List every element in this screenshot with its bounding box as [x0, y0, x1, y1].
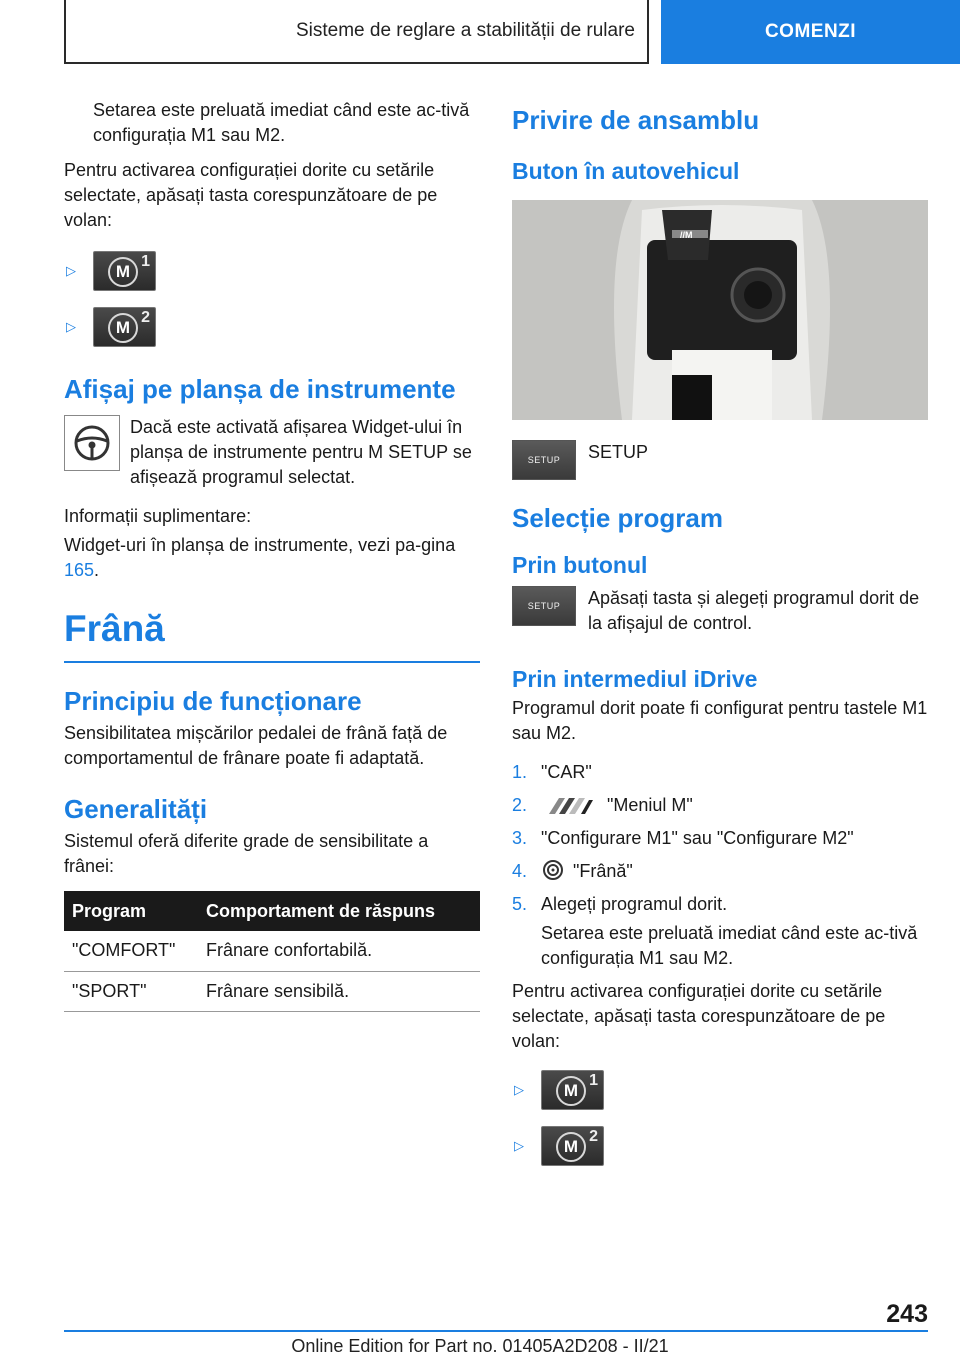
table-cell-response: Frânare confortabilă. [198, 931, 480, 971]
intro-paragraph: Pentru activarea configurației dorite cu setările selectate, apăsați tasta corespunzătoare de pe volan: [64, 160, 438, 230]
bullet-triangle-icon: ▷ [66, 263, 76, 278]
table-cell-program: "SPORT" [64, 971, 198, 1011]
principle-heading: Principiu de funcționare [64, 686, 362, 716]
footer-divider [64, 1330, 928, 1332]
list-item: 1. "CAR" [512, 762, 592, 782]
intro-indent-text: Setarea este preluată imediat când este ac-tivă configurația M1 sau M2. [93, 100, 470, 145]
heading-divider [64, 661, 480, 663]
edition-footer: Online Edition for Part no. 01405A2D208 - II/21 [291, 1336, 669, 1356]
table-header-response: Comportament de răspuns [206, 900, 436, 921]
bullet-triangle-icon: ▷ [514, 1138, 524, 1153]
via-button-heading: Prin butonul [512, 552, 648, 578]
m1-steering-button-icon: M 1 [541, 1070, 604, 1110]
general-text: Sistemul oferă diferite grade de sensibilitate a frânei: [64, 831, 429, 876]
m2-steering-button-icon: M 2 [93, 307, 156, 347]
section-title: Sisteme de reglare a stabilității de rulare [64, 0, 649, 64]
table-row [64, 971, 480, 1011]
table-cell-program: "COMFORT" [64, 931, 198, 971]
table-header-program: Program [72, 900, 147, 921]
list-item: 4. "Frână" [512, 861, 633, 881]
bullet-triangle-icon: ▷ [66, 319, 76, 334]
brake-icon [541, 859, 565, 881]
right-column [512, 98, 928, 1166]
table-row [64, 931, 480, 971]
m2-button-row [512, 1126, 928, 1166]
outro-paragraph: Pentru activarea configurației dorite cu setările selectate, apăsați tasta corespunzătoare de pe volan: [512, 981, 886, 1051]
page-number: 243 [886, 1300, 928, 1328]
brake-heading: Frână [64, 608, 165, 649]
display-heading: Afișaj pe planșa de instrumente [64, 374, 456, 404]
general-heading: Generalități [64, 794, 208, 824]
svg-text://M: //M [680, 230, 693, 240]
setup-button-icon: SETUP [512, 586, 576, 626]
bullet-triangle-icon: ▷ [514, 1082, 524, 1097]
step5-note: Setarea este preluată imediat când este ac-tivă configurația M1 sau M2. [541, 923, 918, 968]
left-column [64, 98, 480, 1012]
m1-button-row [512, 1070, 928, 1110]
display-text: Dacă este activată afișarea Widget-ului în planșa de instrumente pentru M SETUP se afișează programul selectat. [130, 417, 472, 487]
steps-list [512, 760, 928, 917]
via-button-text: Apăsați tasta și alegeți programul dorit de la afișajul de control. [588, 588, 920, 633]
setup-button-icon: SETUP [512, 440, 576, 480]
table-cell-response: Frânare sensibilă. [198, 971, 480, 1011]
selection-heading: Selecție program [512, 503, 723, 533]
principle-text: Sensibilitatea mișcărilor pedalei de frână față de comportamentul de frânare poate fi adaptată. [64, 723, 448, 768]
m1-button-row [64, 251, 480, 291]
page-header [64, 0, 960, 66]
center-console-photo [512, 200, 928, 420]
overview-heading: Privire de ansamblu [512, 105, 760, 135]
m-menu-icon [541, 796, 597, 816]
list-item: 2. "Meniul M" [512, 795, 693, 815]
via-button-block [512, 586, 928, 636]
idrive-text: Programul dorit poate fi configurat pentru tastele M1 sau M2. [512, 698, 928, 743]
m1-steering-button-icon: M 1 [93, 251, 156, 291]
page-link[interactable]: 165 [64, 560, 95, 580]
steering-wheel-icon [64, 415, 120, 471]
more-info-label: Informații suplimentare: [64, 506, 252, 526]
idrive-heading: Prin intermediul iDrive [512, 666, 758, 692]
button-heading: Buton în autovehicul [512, 158, 740, 184]
setup-button-block [512, 440, 928, 480]
sensitivity-table [64, 891, 480, 1012]
setup-caption: SETUP [588, 442, 649, 462]
widget-reference: Widget-uri în planșa de instrumente, vezi pa-gina 165. [64, 535, 456, 580]
display-block [64, 415, 480, 490]
m2-button-row [64, 307, 480, 347]
list-item: 3. "Configurare M1" sau "Configurare M2" [512, 828, 854, 848]
list-item: 5. Alegeți programul dorit. [512, 894, 728, 914]
chapter-tab[interactable]: COMENZI [661, 0, 960, 64]
table-header-row [64, 891, 480, 931]
m2-steering-button-icon: M 2 [541, 1126, 604, 1166]
